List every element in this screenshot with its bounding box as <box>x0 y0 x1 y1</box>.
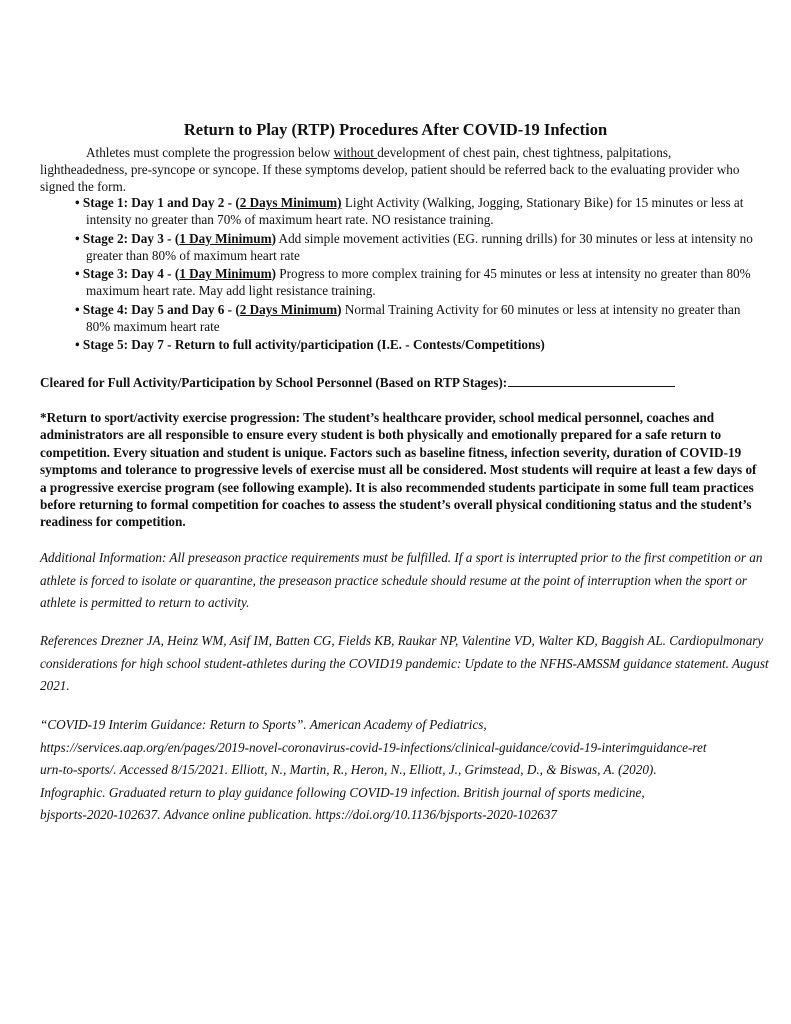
stage-name: Stage 1: Day 1 and Day 2 - <box>82 195 236 210</box>
stage-minimum: 1 Day Minimum <box>179 230 272 246</box>
stage-description: Light Activity (Walking, Jogging, Stationary Bike) for 15 minutes or less at intensity no greater than 70% of maximum heart rate. NO resistance training. <box>86 195 744 227</box>
citation-line: https://services.aap.org/en/pages/2019-novel-coronavirus-covid-19-infections/clinical-guidance/covid-19-interimguidance-ret <box>40 739 707 755</box>
stage-close-paren: ) <box>337 301 342 317</box>
stage-5-text: Stage 5: Day 7 - Return to full activity/participation (I.E. - Contests/Competitions) <box>82 337 545 352</box>
stage-name: Stage 2: Day 3 - <box>82 230 175 246</box>
clearance-label: Cleared for Full Activity/Participation by School Personnel (Based on RTP Stages): <box>40 375 508 390</box>
stage-minimum: 2 Days Minimum <box>239 301 338 317</box>
stage-item-5 <box>62 336 762 353</box>
stage-item-4 <box>62 301 762 335</box>
stage-item-3 <box>62 265 762 299</box>
bullet-icon: • <box>75 337 80 352</box>
signature-blank[interactable] <box>508 373 675 387</box>
progression-paragraph: *Return to sport/activity exercise progression: The student’s healthcare provider, school medical personnel, coaches and administrators are all responsible to ensure every student is both physically and emotionally prepared for a safe return to competition. Every situation and student is unique. Factors such as baseline fitness, infection severity, duration of COVID-19 symptoms and tolerance to progressive levels of exercise must all be considered. Most students will require at least a few days of a progressive exercise program (see following example). It is also recommended students participate in some full team practices before returning to formal competition for coaches to assess the student’s overall physical conditioning status and the student’s readiness for competition. <box>40 410 757 530</box>
stage-description: Add simple movement activities (EG. running drills) for 30 minutes or less at intensity no greater than 80% of maximum heart rate <box>86 230 753 263</box>
stage-open-paren: ( <box>174 266 180 281</box>
bullet-icon: • <box>75 301 80 317</box>
intro-text-after: development of chest pain, chest tightness, palpitations, lightheadedness, pre-syncope or syncope. If these symptoms develop, patient should be referred back to the evaluating provider who signed the form. <box>40 145 740 194</box>
intro-paragraph <box>40 144 740 195</box>
citation-line: Infographic. Graduated return to play guidance following COVID-19 infection. British journal of sports medicine, <box>40 784 645 800</box>
bullet-icon: • <box>75 230 80 246</box>
references-paragraph: References Drezner JA, Heinz WM, Asif IM, Batten CG, Fields KB, Raukar NP, Valentine VD, Walter KD, Baggish AL. Cardiopulmonary considerations for high school student-athletes during the COVID19 pandemic: Update to the NFHS-AMSSM guidance statement. August 2021. <box>40 633 769 693</box>
citation-line: urn-to-sports/. Accessed 8/15/2021. Elliott, N., Martin, R., Heron, N., Elliott, J., Grimstead, D., & Biswas, A. (2020). <box>40 762 657 777</box>
citation-line: “COVID-19 Interim Guidance: Return to Sports”. American Academy of Pediatrics, <box>40 717 487 732</box>
bullet-icon: • <box>75 266 80 281</box>
stage-close-paren: ) <box>271 230 276 246</box>
stage-close-paren: ) <box>271 266 276 281</box>
stage-description: Normal Training Activity for 60 minutes or less at intensity no greater than 80% maximum heart rate <box>86 301 741 334</box>
stage-open-paren: ( <box>174 230 180 246</box>
stage-description: Progress to more complex training for 45 minutes or less at intensity no greater than 80% maximum heart rate. May add light resistance training. <box>86 266 751 298</box>
stage-minimum: 2 Days Minimum) <box>239 195 342 210</box>
citation-line: bjsports-2020-102637. Advance online publication. https://doi.org/10.1136/bjsports-2020-102637 <box>40 807 557 822</box>
clearance-line <box>40 373 760 391</box>
citation-paragraph <box>40 714 775 827</box>
stage-name: Stage 4: Day 5 and Day 6 - <box>82 301 236 317</box>
stage-name: Stage 3: Day 4 - <box>82 266 175 281</box>
stage-list <box>62 194 762 355</box>
stage-open-paren: ( <box>235 301 240 317</box>
intro-emphasis: without <box>333 145 378 160</box>
stage-minimum: 1 Day Minimum <box>179 266 272 281</box>
intro-text-before: Athletes must complete the progression below <box>86 145 334 160</box>
stage-item-2 <box>62 230 762 264</box>
additional-information: Additional Information: All preseason practice requirements must be fulfilled. If a sport is interrupted prior to the first competition or an athlete is forced to isolate or quarantine, the preseason practice schedule should resume at the point of interruption when the sport or athlete is permitted to return to activity. <box>40 550 763 610</box>
page-title: Return to Play (RTP) Procedures After COVID-19 Infection <box>183 120 608 139</box>
bullet-icon: • <box>75 195 80 210</box>
stage-item-1 <box>62 194 762 228</box>
stage-open-paren: ( <box>235 195 240 210</box>
